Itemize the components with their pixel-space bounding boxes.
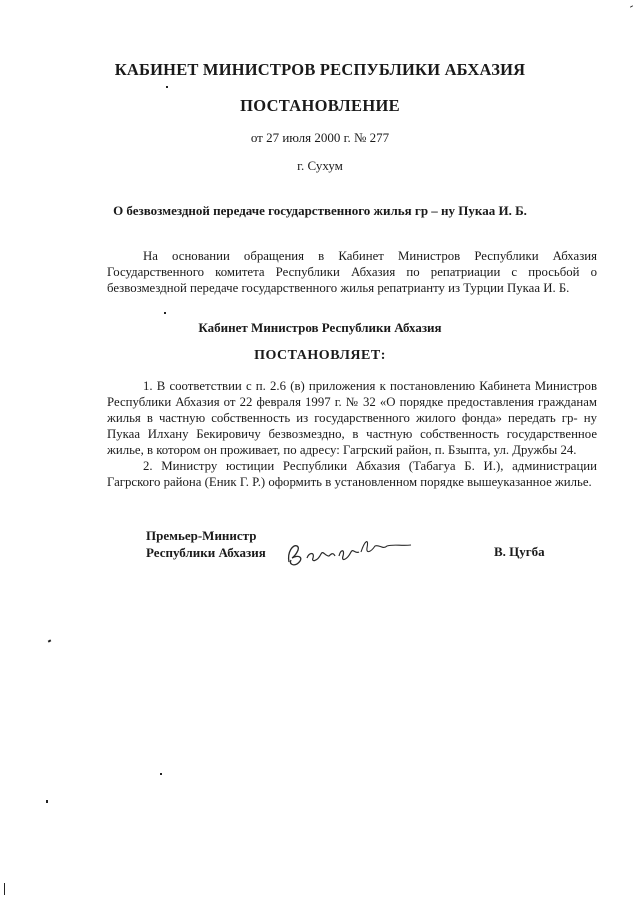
issuer-heading: Кабинет Министров Республики Абхазия bbox=[198, 320, 442, 335]
document-subject: О безвозмездной передаче государственного жилья гр – ну Пукаа И. Б. bbox=[113, 203, 527, 218]
decree-item-2: 2. Министру юстиции Республики Абхазия (Табагуа Б. И.), администрации Гагрского района (Еник Г. Р.) оформить в установленном порядке вышеуказанное жилье. bbox=[107, 459, 597, 489]
organization-title: КАБИНЕТ МИНИСТРОВ РЕСПУБЛИКИ АБХАЗИЯ bbox=[114, 60, 526, 79]
handwritten-signature bbox=[283, 532, 418, 572]
document-type: ПОСТАНОВЛЕНИЕ bbox=[240, 96, 400, 115]
preamble-paragraph: На основании обращения в Кабинет Министров Республики Абхазия Государственного комитета Республики Абхазия по репатриации с просьбой о безвозмездной передаче государственного жилья репатрианту из Турции Пукаа И. Б. bbox=[107, 249, 597, 295]
decree-items bbox=[107, 378, 597, 490]
signatory-name: В. Цугба bbox=[494, 544, 545, 559]
scan-speck bbox=[48, 639, 52, 642]
decree-item-1: 1. В соответствии с п. 2.6 (в) приложения к постановлению Кабинета Министров Республики Абхазия от 22 февраля 1997 г. № 32 «О порядке предоставления гражданам жилья в частную собственность из государственного жилого фонда» передать гр- ну Пукаа Илхану Бекировичу безвозмездно, в частную собственность государственное жилье, в котором он проживает, по адресу: Гагрский район, п. Бзыпта, ул. Дружбы 24. bbox=[107, 379, 597, 457]
decree-heading: ПОСТАНОВЛЯЕТ: bbox=[254, 348, 386, 363]
date-number: от 27 июля 2000 г. № 277 bbox=[250, 130, 390, 145]
scan-speck bbox=[166, 86, 168, 88]
signatory-title-line-1: Премьер-Министр bbox=[146, 528, 257, 543]
scan-speck bbox=[164, 312, 166, 314]
signatory-title-line-2: Республики Абхазия bbox=[146, 545, 266, 560]
city: г. Сухум bbox=[297, 158, 343, 173]
scan-speck bbox=[4, 883, 5, 895]
scan-speck bbox=[160, 773, 162, 775]
scan-speck bbox=[46, 800, 48, 803]
signatory-title bbox=[146, 527, 266, 561]
scan-speck bbox=[630, 5, 633, 7]
